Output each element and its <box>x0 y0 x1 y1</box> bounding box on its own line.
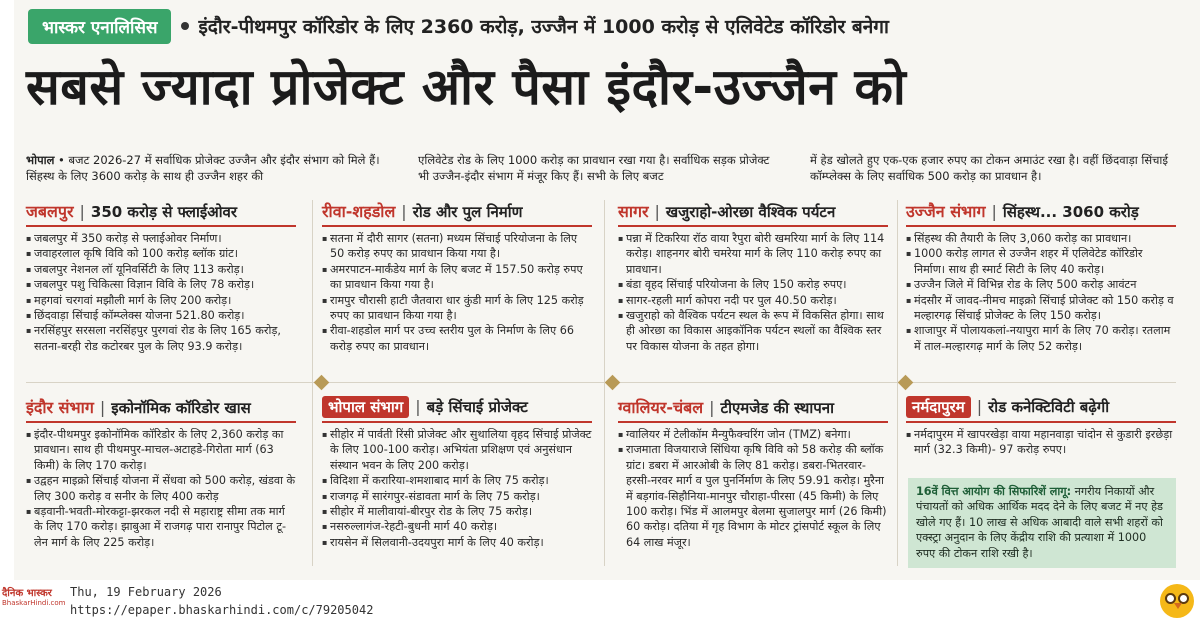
list-item: ▪ जबलपुर पशु चिकित्सा विज्ञान विवि के लिए 78 करोड़। <box>26 277 296 292</box>
section-separator: | <box>654 202 660 221</box>
list-item: ▪ शाजापुर में पोलायकलां-नयापुरा मार्ग के लिए 70 करोड़। रतलाम में ताल-मल्हारगढ़ मार्ग के लिए 52 करोड़। <box>906 323 1176 354</box>
section-topic: टीएमजेड की स्थापना <box>720 399 834 417</box>
dateline: भोपाल <box>26 153 55 167</box>
list-item: ▪ सीहोर में पार्वती रिंसी प्रोजेक्ट और सुथालिया वृहद सिंचाई प्रोजेक्ट के लिए 100-100 करोड़। अभियंता प्रशिक्षण एवं अनुसंधान संस्थान भवन के लिए 200 करोड़। <box>322 427 592 473</box>
section-rewa-shahdol <box>322 200 592 354</box>
list-item: ▪ अमरपाटन-मार्कंडेय मार्ग के लिए बजट में 157.50 करोड़ रुपए का प्रावधान किया गया है। <box>322 262 592 293</box>
list-item: ▪ मंदसौर में जावद-नीमच माइक्रो सिंचाई प्रोजेक्ट को 150 करोड़ व मल्हारगढ़ सिंचाई प्रोजेक्ट के लिए 150 करोड़। <box>906 293 1176 324</box>
section-place: रीवा-शहडोल <box>322 202 396 221</box>
section-jabalpur <box>26 200 296 354</box>
section-separator: | <box>79 202 85 221</box>
section-topic: रोड कनेक्टिविटी बढ़ेगी <box>988 398 1110 416</box>
list-item: ▪ ग्वालियर में टेलीकॉम मैन्युफैक्चरिंग जोन (TMZ) बनेगा। <box>618 427 888 442</box>
logo-subtext: BhaskarHindi.com <box>2 599 66 607</box>
footer-url[interactable]: https://epaper.bhaskarhindi.com/c/79205042 <box>70 603 374 617</box>
section-separator: | <box>709 398 715 417</box>
section-list <box>322 427 592 550</box>
section-header <box>26 396 296 423</box>
kicker-tag: भास्कर एनालिसिस <box>28 9 171 44</box>
section-list <box>906 231 1176 354</box>
section-separator: | <box>401 202 407 221</box>
note-text: नगरीय निकायों और पंचायतों को अधिक आर्थिक मदद देने के लिए बजट में नए हेड खोले गए हैं। 10 लाख से अधिक आबादी वाले सभी शहरों को एक्स्ट्रा अनुदान के लिए केंद्रीय राशि की प्रत्याशा में 1000 रुपए की टोकन राशि रखी है। <box>916 485 1164 560</box>
list-item: ▪ बंडा वृहद सिंचाई परियोजना के लिए 150 करोड़ रुपए। <box>618 277 888 292</box>
section-header <box>906 396 1176 423</box>
section-list <box>618 427 888 550</box>
section-header <box>618 396 888 423</box>
list-item: ▪ खजुराहो को वैश्विक पर्यटन स्थल के रूप में विकसित होगा। साथ ही ओरछा का विकास आइकॉनिक पर्यटन स्थलों का वैश्विक स्तर पर विकास योजना के तहत होगा। <box>618 308 888 354</box>
section-header <box>618 200 888 227</box>
list-item: ▪ सागर-रहली मार्ग कोपरा नदी पर पुल 40.50 करोड़। <box>618 293 888 308</box>
list-item: ▪ इंदौर-पीथमपुर इकोनॉमिक कॉरिडोर के लिए 2,360 करोड़ का प्रावधान। साथ ही पीथमपुर-माचल-अटाहडे-गिरोता मार्ग (63 किमी) के लिए 170 करोड़। <box>26 427 296 473</box>
kicker <box>28 8 889 44</box>
section-topic: बड़े सिंचाई प्रोजेक्ट <box>426 398 528 416</box>
owl-beak-icon <box>1174 603 1182 609</box>
list-item: ▪ उद्वहन माइक्रो सिंचाई योजना में सेंधवा को 500 करोड़, खंडवा के लिए 300 करोड़ व सनीर के लिए 400 करोड़ <box>26 473 296 504</box>
list-item: ▪ पन्ना में टिकरिया रॉठ वाया रैपुरा बोरी खमरिया मार्ग के लिए 114 करोड़। शाहनगर बोरी चमरेया मार्ग के लिए 110 करोड़ रुपए का प्रावधान। <box>618 231 888 277</box>
list-item: ▪ सतना में दौरी सागर (सतना) मध्यम सिंचाई परियोजना के लिए 50 करोड़ रुपए का प्रावधान किया गया है। <box>322 231 592 262</box>
section-place: उज्जैन संभाग <box>906 202 986 221</box>
intro <box>26 152 1176 184</box>
section-separator: | <box>99 398 106 417</box>
section-sagar <box>618 200 888 354</box>
list-item: ▪ रीवा-शहडोल मार्ग पर उच्च स्तरीय पुल के निर्माण के लिए 66 करोड़ रुपए का प्रावधान। <box>322 323 592 354</box>
section-indore <box>26 396 296 550</box>
section-bhopal <box>322 396 592 550</box>
section-header <box>906 200 1176 227</box>
footer-date: Thu, 19 February 2026 <box>70 585 222 599</box>
column-divider <box>897 200 898 566</box>
section-place: जबलपुर <box>26 202 74 221</box>
column-divider <box>312 200 313 566</box>
list-item: ▪ रायसेन में सिलवानी-उदयपुरा मार्ग के लिए 40 करोड़। <box>322 535 592 550</box>
list-item: ▪ सिंहस्थ की तैयारी के लिए 3,060 करोड़ का प्रावधान। <box>906 231 1176 246</box>
section-list <box>26 231 296 354</box>
section-place: नर्मदापुरम <box>906 396 971 418</box>
section-separator: | <box>991 202 997 221</box>
section-topic: सिंहस्थ... 3060 करोड़ <box>1002 203 1139 221</box>
section-list <box>906 427 1176 458</box>
intro-text-1: • बजट 2026-27 में सर्वाधिक प्रोजेक्ट उज्जैन और इंदौर संभाग को मिले हैं। सिंहस्थ के लिए 3600 करोड़ के साथ ही उज्जैन शहर की <box>26 153 380 183</box>
logo-text: दैनिक भास्कर <box>2 588 52 599</box>
column-divider <box>604 200 605 566</box>
bullet-dot-icon <box>181 22 189 30</box>
section-place: सागर <box>618 202 649 221</box>
list-item: ▪ जबलपुर नेशनल लॉ यूनिवर्सिटी के लिए 113 करोड़। <box>26 262 296 277</box>
section-place: भोपाल संभाग <box>322 396 409 418</box>
section-narmadapuram <box>906 396 1176 458</box>
section-separator: | <box>415 397 421 416</box>
section-header <box>322 396 592 423</box>
list-item: ▪ महगवां चरगवां मझौली मार्ग के लिए 200 करोड़। <box>26 293 296 308</box>
section-list <box>618 231 888 354</box>
list-item: ▪ बड़वानी-भवती-मोरकट्टा-झरकल नदी से महाराष्ट्र सीमा तक मार्ग के लिए 170 करोड़। झाबुआ में राजगढ़ पारा रानापुर पिटोल टू-लेन मार्ग के लिए 225 करोड़। <box>26 504 296 550</box>
section-list <box>26 427 296 550</box>
list-item: ▪ नसरुल्लागंज-रेहटी-बुधनी मार्ग 40 करोड़। <box>322 519 592 534</box>
owl-mascot-icon[interactable] <box>1160 584 1194 618</box>
section-separator: | <box>976 397 983 416</box>
kicker-text: इंदौर-पीथमपुर कॉरिडोर के लिए 2360 करोड़, उज्जैन में 1000 करोड़ से एलिवेटेड कॉरिडोर बनेगा <box>198 16 889 38</box>
list-item: ▪ सीहोर में मालीवायां-बीरपुर रोड के लिए 75 करोड़। <box>322 504 592 519</box>
list-item: ▪ राजमाता विजयाराजे सिंधिया कृषि विवि को 58 करोड़ की ब्लॉक ग्रांट। डबरा में आरओबी के लिए 81 करोड़। डबरा-भितरवार-हरसी-नरवर मार्ग व पुल पुनर्निर्माण के लिए 59.91 करोड़। मुरैना में बड़गांव-सिहौनिया-मानपुर चौराहा-पीरसा (45 किमी) के लिए 100 करोड़। भिंड में आलमपुर बेलमा सुजालपुर मार्ग (26 किमी) 60 करोड़। दतिया में गृह विभाग के मोटर ट्रांसपोर्ट स्कूल के लिए 64 लाख मंजूर। <box>618 442 888 550</box>
section-place: इंदौर संभाग <box>26 398 94 417</box>
section-topic: 350 करोड़ से फ्लाईओवर <box>90 203 238 221</box>
list-item: ▪ नर्मदापुरम में खापरखेड़ा वाया महानवाड़ा चांदोन से कुडारी इरछेड़ा मार्ग (32.3 किमी)- 97 करोड़ रुपए। <box>906 427 1176 458</box>
intro-col-3: में हेड खोलते हुए एक-एक हजार रुपए का टोकन अमाउंट रखा है। वहीं छिंदवाड़ा सिंचाई कॉम्प्लेक्स के लिए सर्वाधिक 500 करोड़ का प्रावधान है। <box>810 153 1169 183</box>
finance-commission-note <box>908 478 1176 568</box>
intro-col-2: एलिवेटेड रोड के लिए 1000 करोड़ का प्रावधान रखा गया है। सर्वाधिक सड़क प्रोजेक्ट भी उज्जैन-इंदौर संभाग में मंजूर किए हैं। सभी के लिए बजट <box>418 153 770 183</box>
list-item: ▪ राजगढ़ में सारंगपुर-संडावता मार्ग के लिए 75 करोड़। <box>322 489 592 504</box>
row-divider <box>26 382 1176 383</box>
section-header <box>322 200 592 227</box>
list-item: ▪ 1000 करोड़ लागत से उज्जैन शहर में एलिवेटेड कॉरिडोर निर्माण। साथ ही स्मार्ट सिटी के लिए 40 करोड़। <box>906 246 1176 277</box>
headline: सबसे ज्यादा प्रोजेक्ट और पैसा इंदौर-उज्जैन को <box>26 58 907 116</box>
section-list <box>322 231 592 354</box>
section-header <box>26 200 296 227</box>
publisher-logo <box>2 585 66 619</box>
list-item: ▪ उज्जैन जिले में विभिन्न रोड के लिए 500 करोड़ आवंटन <box>906 277 1176 292</box>
list-item: ▪ जबलपुर में 350 करोड़ से फ्लाईओवर निर्माण। <box>26 231 296 246</box>
section-topic: रोड और पुल निर्माण <box>412 203 523 221</box>
section-ujjain <box>906 200 1176 354</box>
list-item: ▪ नरसिंहपुर सरसला नरसिंहपुर पुरगवां रोड के लिए 165 करोड़, सतना-बरही रोड कटोरबर पुल के लिए 93.9 करोड़। <box>26 323 296 354</box>
section-topic: इकोनॉमिक कॉरिडोर खास <box>111 399 251 417</box>
section-topic: खजुराहो-ओरछा वैश्विक पर्यटन <box>665 203 836 221</box>
list-item: ▪ जवाहरलाल कृषि विवि को 100 करोड़ ब्लॉक ग्रांट। <box>26 246 296 261</box>
list-item: ▪ रामपुर चौरासी हाटी जैतवारा धार कुंडी मार्ग के लिए 125 करोड़ रुपए का प्रावधान किया गया है। <box>322 293 592 324</box>
section-place: ग्वालियर-चंबल <box>618 398 704 417</box>
intro-col-1 <box>26 152 392 184</box>
note-lead: 16वें वित्त आयोग की सिफारिशें लागू: <box>916 485 1072 498</box>
list-item: ▪ विदिशा में करारिया-शमशाबाद मार्ग के लिए 75 करोड़। <box>322 473 592 488</box>
list-item: ▪ छिंदवाड़ा सिंचाई कॉम्प्लेक्स योजना 521.80 करोड़। <box>26 308 296 323</box>
section-gwalior-chambal <box>618 396 888 550</box>
